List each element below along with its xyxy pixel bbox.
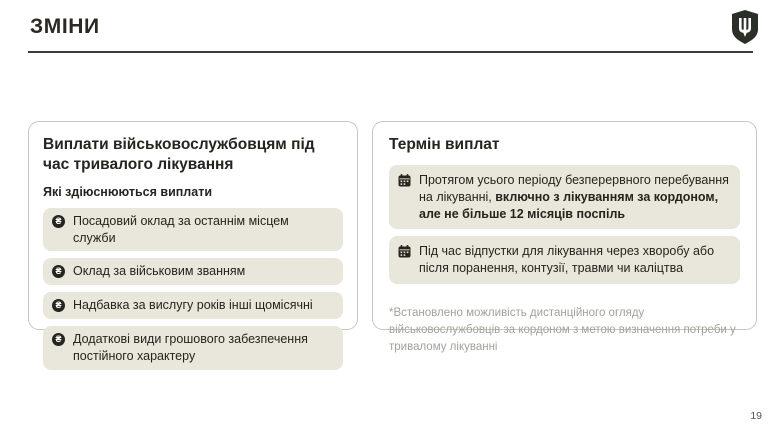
terms-list (389, 165, 740, 284)
hryvnia-coin-icon: ₴ (52, 265, 65, 278)
calendar-icon (398, 174, 411, 187)
list-item-text: Додаткові види грошового забезпечення постійного характеру (73, 332, 308, 364)
slide-title: ЗМІНИ (30, 15, 100, 38)
list-item-text (419, 172, 730, 223)
payments-list (43, 208, 343, 370)
calendar-icon (398, 245, 411, 258)
list-item (43, 258, 343, 285)
list-item-text: Оклад за військовим званням (73, 264, 246, 279)
list-item-text (419, 243, 730, 277)
list-item (43, 326, 343, 370)
hryvnia-coin-icon: ₴ (52, 215, 65, 228)
list-item-text: Посадовий оклад за останнім місцем служби (73, 213, 289, 245)
list-item-text: Надбавка за вислугу років інші щомісячні (73, 298, 313, 313)
hryvnia-coin-icon: ₴ (52, 333, 65, 346)
list-item (43, 292, 343, 319)
list-item (389, 236, 740, 284)
payments-panel-title: Виплати військовослужбовцям під час тривалого лікування (43, 136, 315, 173)
hryvnia-coin-icon: ₴ (52, 299, 65, 312)
list-item (389, 165, 740, 230)
list-item (43, 208, 343, 252)
term-text-regular: Під час відпустки для лікування через хворобу або після поранення, контузії, травми чи каліцтва (419, 244, 715, 276)
footnote: *Встановлено можливість дистанційного огляду військовослужбовців за кордоном з метою визначення потреби у тривалому лікуванні (389, 307, 736, 353)
payments-panel-subtitle: Які здіюснюються виплати (43, 184, 213, 199)
term-text-bold: включно з лікуванням за кордоном, але не більше 12 місяців поспіль (419, 189, 719, 221)
header-divider (28, 51, 753, 53)
term-text-regular: Протягом усього періоду безперервного перебування на лікуванні, (419, 172, 729, 204)
ukraine-trident-shield-logo (732, 10, 758, 44)
payments-panel (28, 121, 358, 364)
terms-panel-title: Термін виплат (389, 136, 500, 153)
terms-panel (372, 121, 757, 353)
page-number: 19 (750, 410, 762, 422)
